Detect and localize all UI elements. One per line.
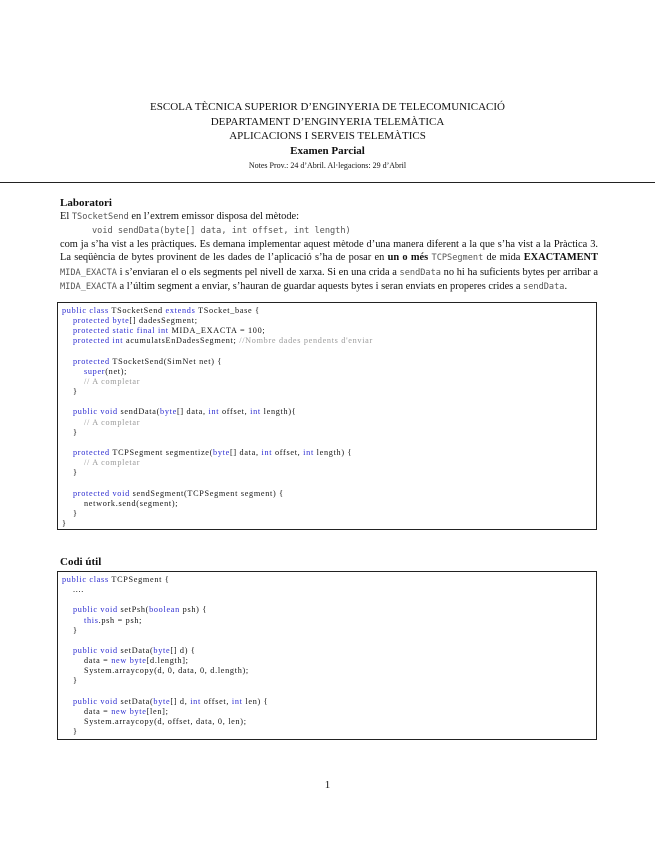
code-text: TCPSegment segmentize( bbox=[109, 447, 214, 457]
code-line bbox=[62, 605, 592, 615]
text: El bbox=[60, 211, 72, 222]
code-line bbox=[62, 519, 592, 529]
code-listing-tsocketsend bbox=[57, 302, 597, 530]
code-text: [len]; bbox=[146, 706, 169, 716]
code-text: [] d) { bbox=[170, 645, 196, 655]
code-line bbox=[62, 357, 592, 367]
code-text: [] dadesSegment; bbox=[129, 316, 198, 326]
keyword: int bbox=[303, 447, 314, 457]
keyword: int bbox=[231, 696, 243, 706]
code-line-blank bbox=[62, 595, 592, 605]
keyword: public void bbox=[73, 605, 118, 615]
code-text: } bbox=[73, 468, 78, 478]
code-inline: MIDA_EXACTA bbox=[60, 267, 117, 278]
code-text: [] d, bbox=[170, 696, 191, 706]
keyword: protected void bbox=[73, 488, 130, 498]
code-text: System.arraycopy(d, offset, data, 0, len); bbox=[83, 716, 247, 726]
code-line bbox=[62, 377, 592, 387]
text: de mida bbox=[483, 252, 524, 264]
keyword: extends bbox=[165, 306, 196, 315]
method-signature: void sendData(byte[] data, int offset, int length) bbox=[92, 226, 351, 237]
code-line bbox=[62, 626, 592, 636]
code-text: offset, bbox=[272, 447, 304, 457]
code-text: offset, bbox=[200, 696, 232, 706]
keyword: protected byte bbox=[73, 316, 130, 326]
text: i s’enviaran el o els segments pel nivell de xarxa. Si en una crida a bbox=[116, 266, 400, 278]
code-line bbox=[62, 707, 592, 717]
code-inline: sendData bbox=[399, 267, 441, 278]
code-line bbox=[62, 489, 592, 499]
keyword: int bbox=[261, 447, 273, 457]
text: en l’extrem emissor disposa del mètode: bbox=[128, 211, 300, 222]
text: . bbox=[564, 280, 568, 292]
code-line bbox=[62, 666, 592, 676]
keyword: new byte bbox=[111, 656, 147, 666]
page-number: 1 bbox=[324, 779, 331, 791]
code-text: sendSegment(TCPSegment segment) { bbox=[129, 488, 284, 498]
code-text: System.arraycopy(d, 0, data, 0, d.length); bbox=[83, 666, 249, 676]
code-line bbox=[62, 418, 592, 428]
code-line bbox=[62, 316, 592, 326]
header-divider bbox=[0, 182, 655, 183]
course-name: APLICACIONS I SERVEIS TELEMÀTICS bbox=[229, 130, 426, 142]
code-text: setData( bbox=[117, 696, 154, 706]
code-line bbox=[62, 428, 592, 438]
keyword: protected bbox=[73, 447, 110, 457]
code-comment: //Nombre dades pendents d'enviar bbox=[239, 336, 373, 346]
code-text: len) { bbox=[242, 696, 269, 706]
code-line-blank bbox=[62, 347, 592, 357]
code-line bbox=[62, 676, 592, 686]
code-text: } bbox=[73, 508, 78, 518]
code-line bbox=[62, 697, 592, 707]
keyword: new byte bbox=[111, 706, 147, 716]
code-text: psh) { bbox=[179, 605, 207, 615]
keyword: this bbox=[83, 615, 99, 625]
code-text: } bbox=[73, 676, 78, 686]
code-line bbox=[62, 646, 592, 656]
code-comment: // A completar bbox=[83, 458, 141, 468]
code-line bbox=[62, 448, 592, 458]
text-bold: un o més bbox=[387, 252, 429, 264]
keyword: public void bbox=[73, 645, 118, 655]
text-bold: EXACTAMENT bbox=[523, 252, 598, 264]
code-text: data = bbox=[83, 706, 112, 716]
code-text: setPsh( bbox=[117, 605, 150, 615]
code-line bbox=[62, 727, 592, 737]
code-line-blank bbox=[62, 687, 592, 697]
document-header bbox=[0, 100, 655, 172]
code-text: [] data, bbox=[176, 407, 209, 417]
code-line-blank bbox=[62, 636, 592, 646]
code-line bbox=[62, 616, 592, 626]
code-line-blank bbox=[62, 397, 592, 407]
exam-title: Examen Parcial bbox=[290, 144, 365, 157]
text: com ja s’ha vist a les pràctiques. Es demana implementar aquest mètode d’una manera diferent a la que s’ha vist a la Pràctica 3. La seqüència de bytes provinent de les dades de l’aplicació s’ha de posar en bbox=[60, 239, 598, 264]
code-line bbox=[62, 499, 592, 509]
code-text: } bbox=[73, 427, 78, 437]
code-listing-tcpsegment bbox=[57, 571, 597, 740]
code-line bbox=[62, 367, 592, 377]
code-text: (net); bbox=[105, 366, 128, 376]
code-text: length){ bbox=[260, 407, 297, 417]
code-text: length) { bbox=[313, 447, 353, 457]
code-line bbox=[62, 336, 592, 346]
keyword: int bbox=[250, 407, 261, 417]
code-inline: sendData bbox=[523, 281, 565, 292]
keyword: super bbox=[83, 366, 106, 376]
code-text: } bbox=[73, 727, 78, 737]
code-line bbox=[62, 585, 592, 595]
code-text: TCPSegment { bbox=[108, 575, 170, 584]
code-line-blank bbox=[62, 478, 592, 488]
code-inline: MIDA_EXACTA bbox=[60, 281, 117, 292]
keyword: byte bbox=[153, 696, 171, 706]
department-name: DEPARTAMENT D’ENGINYERIA TELEMÀTICA bbox=[210, 115, 445, 128]
code-line-blank bbox=[62, 438, 592, 448]
code-inline: TCPSegment bbox=[431, 253, 484, 264]
code-text: TSocketSend(SimNet net) { bbox=[109, 356, 223, 366]
text: no hi ha suficients bytes per arribar a bbox=[440, 266, 598, 278]
keyword: protected bbox=[73, 356, 110, 366]
code-comment: // A completar bbox=[83, 376, 141, 386]
code-text: sendData( bbox=[117, 407, 161, 417]
lab-heading: Laboratori bbox=[60, 197, 112, 209]
exam-notes: Notes Prov.: 24 d’Abril. Al·legacions: 29 d’Abril bbox=[248, 161, 407, 170]
code-text: .psh = psh; bbox=[98, 615, 143, 625]
lab-intro-line bbox=[60, 210, 598, 224]
code-line bbox=[62, 717, 592, 727]
keyword: byte bbox=[213, 447, 230, 457]
code-text: .... bbox=[73, 585, 84, 595]
code-text: } bbox=[73, 387, 78, 397]
keyword: public class bbox=[62, 306, 109, 315]
keyword: byte bbox=[153, 645, 171, 655]
code-line bbox=[62, 458, 592, 468]
keyword: public class bbox=[62, 575, 109, 584]
code-text: data = bbox=[83, 656, 112, 666]
code-line bbox=[62, 306, 592, 316]
useful-code-heading: Codi útil bbox=[60, 556, 102, 568]
code-line bbox=[62, 407, 592, 417]
code-text: } bbox=[73, 625, 78, 635]
code-text: TSocket_base { bbox=[195, 306, 260, 315]
keyword: boolean bbox=[149, 605, 180, 615]
keyword: int bbox=[208, 407, 220, 417]
keyword: protected static final int bbox=[73, 326, 169, 336]
code-text: [d.length]; bbox=[146, 656, 189, 666]
keyword: public void bbox=[73, 407, 118, 417]
code-text: offset, bbox=[219, 407, 251, 417]
lab-description bbox=[60, 238, 598, 294]
code-line bbox=[62, 509, 592, 519]
code-line bbox=[62, 326, 592, 336]
code-inline: TSocketSend bbox=[71, 212, 129, 222]
code-line bbox=[62, 656, 592, 666]
code-line bbox=[62, 387, 592, 397]
lab-intro bbox=[60, 210, 598, 294]
code-text: TSocketSend bbox=[108, 306, 166, 315]
code-text: acumulatsEnDadesSegment; bbox=[123, 336, 240, 346]
keyword: public void bbox=[73, 696, 118, 706]
code-text: [] data, bbox=[229, 447, 262, 457]
code-comment: // A completar bbox=[83, 417, 141, 427]
code-text: } bbox=[62, 518, 67, 528]
code-line bbox=[62, 468, 592, 478]
code-line bbox=[62, 575, 592, 585]
code-text: network.send(segment); bbox=[83, 498, 179, 508]
keyword: protected int bbox=[73, 336, 124, 346]
text: a l’últim segment a enviar, s’hauran de guardar aquests bytes i seran enviats en properes crides a bbox=[116, 280, 524, 292]
code-text: MIDA_EXACTA = 100; bbox=[168, 326, 266, 336]
keyword: int bbox=[190, 696, 201, 706]
keyword: byte bbox=[160, 407, 177, 417]
school-name: ESCOLA TÈCNICA SUPERIOR D’ENGINYERIA DE TELECOMUNICACIÓ bbox=[150, 101, 505, 113]
code-text: setData( bbox=[117, 645, 154, 655]
